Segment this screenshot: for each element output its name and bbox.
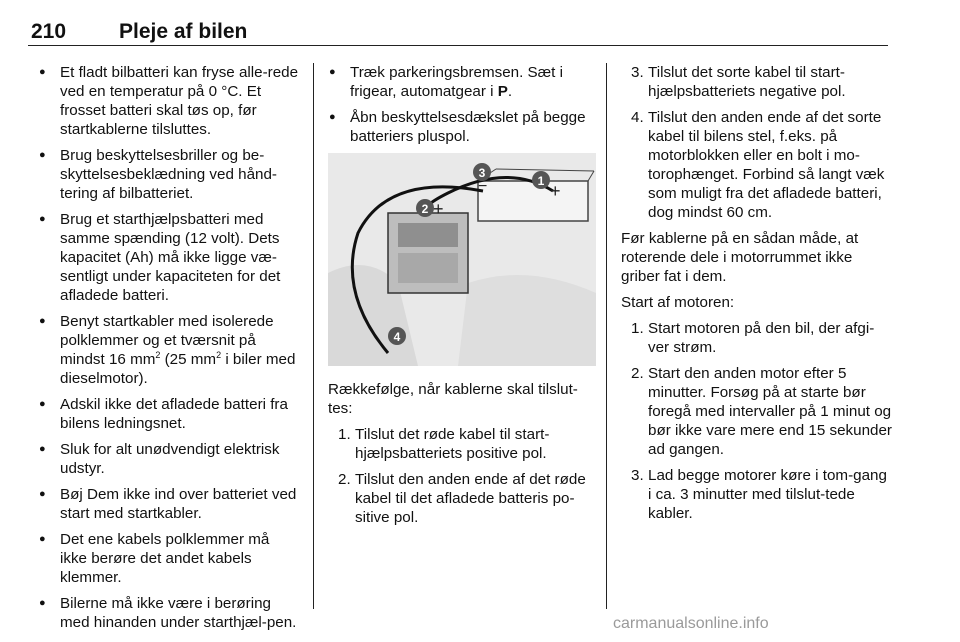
bullet-text: Åbn beskyttelsesdækslet på begge batteriers pluspol. bbox=[350, 109, 586, 145]
watermark: carmanualsonline.info bbox=[613, 615, 769, 632]
battery-diagram bbox=[328, 153, 596, 366]
step-item bbox=[621, 319, 893, 357]
bullet-item: ● Det ene kabels polklemmer må ikke berøre det andet kabels klemmer. bbox=[38, 530, 300, 587]
minus-symbol: − bbox=[478, 178, 488, 195]
cable-text-3: i biler med dieselmotor). bbox=[60, 351, 296, 387]
callout-label-1: 1 bbox=[537, 174, 545, 188]
connection-steps bbox=[328, 425, 596, 527]
page-title: Pleje af bilen bbox=[119, 20, 248, 43]
step-number: 1. bbox=[631, 320, 644, 337]
step-number: 3. bbox=[631, 467, 644, 484]
step-text: Tilslut det sorte kabel til start-hjælpsbatteriets negative pol. bbox=[648, 64, 846, 100]
step-text: Lad begge motorer køre i tom-gang i ca. 3 minutter med tilslut-tede kabler. bbox=[648, 467, 887, 522]
step-number: 3. bbox=[631, 64, 644, 81]
connection-steps-continued bbox=[621, 63, 893, 222]
column-1 bbox=[38, 63, 300, 639]
start-heading: Start af motoren: bbox=[621, 294, 735, 311]
step-item bbox=[328, 470, 596, 527]
cable-routing-note: Før kablerne på en sådan måde, at roterende dele i motorrummet ikke griber fat i dem. bbox=[621, 230, 859, 285]
bullet-item bbox=[328, 63, 596, 101]
step-text: Start motoren på den bil, der afgi-ver strøm. bbox=[648, 320, 875, 356]
column-divider bbox=[606, 63, 607, 609]
preparation-list bbox=[328, 63, 596, 146]
gear-label: P bbox=[497, 83, 508, 100]
precaution-list bbox=[38, 63, 300, 632]
plus-symbol: + bbox=[433, 199, 444, 219]
superscript: 2 bbox=[216, 349, 222, 360]
bullet-item: ● Bøj Dem ikke ind over batteriet ved start med startkabler. bbox=[38, 485, 300, 523]
bullet-item: ● Brug beskyttelsesbriller og be-skyttelsesbeklædning ved hånd-tering af bilbatteriet. bbox=[38, 146, 300, 203]
column-2 bbox=[328, 63, 596, 534]
step-number: 1. bbox=[338, 426, 351, 443]
callout-label-2: 2 bbox=[421, 202, 429, 216]
column-3 bbox=[621, 63, 893, 530]
bullet-item: ● Brug et starthjælpsbatteri med samme spænding (12 volt). Dets kapacitet (Ah) må ikke ligge væ-sentligt under kapaciteten for det afladede batteri. bbox=[38, 210, 300, 305]
superscript: 2 bbox=[155, 349, 161, 360]
step-number: 2. bbox=[338, 471, 351, 488]
step-text: Tilslut den anden ende af det røde kabel til det afladede batteris po-sitive pol. bbox=[355, 471, 586, 526]
bullet-end: . bbox=[507, 83, 513, 100]
bullet-item: ● Adskil ikke det afladede batteri fra bilens ledningsnet. bbox=[38, 395, 300, 433]
callout-label-4: 4 bbox=[393, 330, 401, 344]
page-header bbox=[26, 10, 888, 50]
start-steps bbox=[621, 319, 893, 523]
header-rule bbox=[28, 45, 888, 46]
step-text: Tilslut den anden ende af det sorte kabel til bilens stel, f.eks. på motorblokken eller en bolt i mo-torophænget. Forbind så langt væk som muligt fra det afladede batteri, dog mindst 60 cm. bbox=[648, 109, 885, 221]
page-number: 210 bbox=[31, 20, 67, 43]
step-item bbox=[621, 63, 893, 101]
bullet-item: ● Bilerne må ikke være i berøring med hinanden under starthjæl-pen. bbox=[38, 594, 300, 632]
step-text: Start den anden motor efter 5 minutter. Forsøg på at starte bør foregå med intervaller på 1 minut og bør ikke vare mere end 15 sekunder ad gangen. bbox=[648, 365, 892, 458]
step-text: Tilslut det røde kabel til start-hjælpsbatteriets positive pol. bbox=[355, 426, 550, 462]
step-item bbox=[328, 425, 596, 463]
battery-illustration bbox=[328, 153, 596, 366]
step-item bbox=[621, 108, 893, 222]
bullet-text: Træk parkeringsbremsen. Sæt i frigear, automatgear i bbox=[350, 64, 563, 100]
step-number: 4. bbox=[631, 109, 644, 126]
cable-text-2: (25 mm bbox=[160, 351, 217, 368]
step-item bbox=[621, 466, 893, 523]
step-item bbox=[621, 364, 893, 459]
plus-symbol: + bbox=[550, 181, 561, 201]
bullet-item: ● Sluk for alt unødvendigt elektrisk udstyr. bbox=[38, 440, 300, 478]
bullet-item-cables bbox=[38, 312, 300, 388]
bullet-item: ● Et fladt bilbatteri kan fryse alle-rede ved en temperatur på 0 °C. Et frosset batteri skal tøs op, før startkablerne tilsluttes. bbox=[38, 63, 300, 139]
cable-text-1: Benyt startkabler med isolerede polklemmer og et tværsnit på mindst 16 mm bbox=[60, 313, 274, 368]
step-number: 2. bbox=[631, 365, 644, 382]
sequence-intro: Rækkefølge, når kablerne skal tilslut-tes: bbox=[328, 381, 578, 417]
column-divider bbox=[313, 63, 314, 609]
bullet-item bbox=[328, 108, 596, 146]
callout-label-3: 3 bbox=[478, 166, 486, 180]
